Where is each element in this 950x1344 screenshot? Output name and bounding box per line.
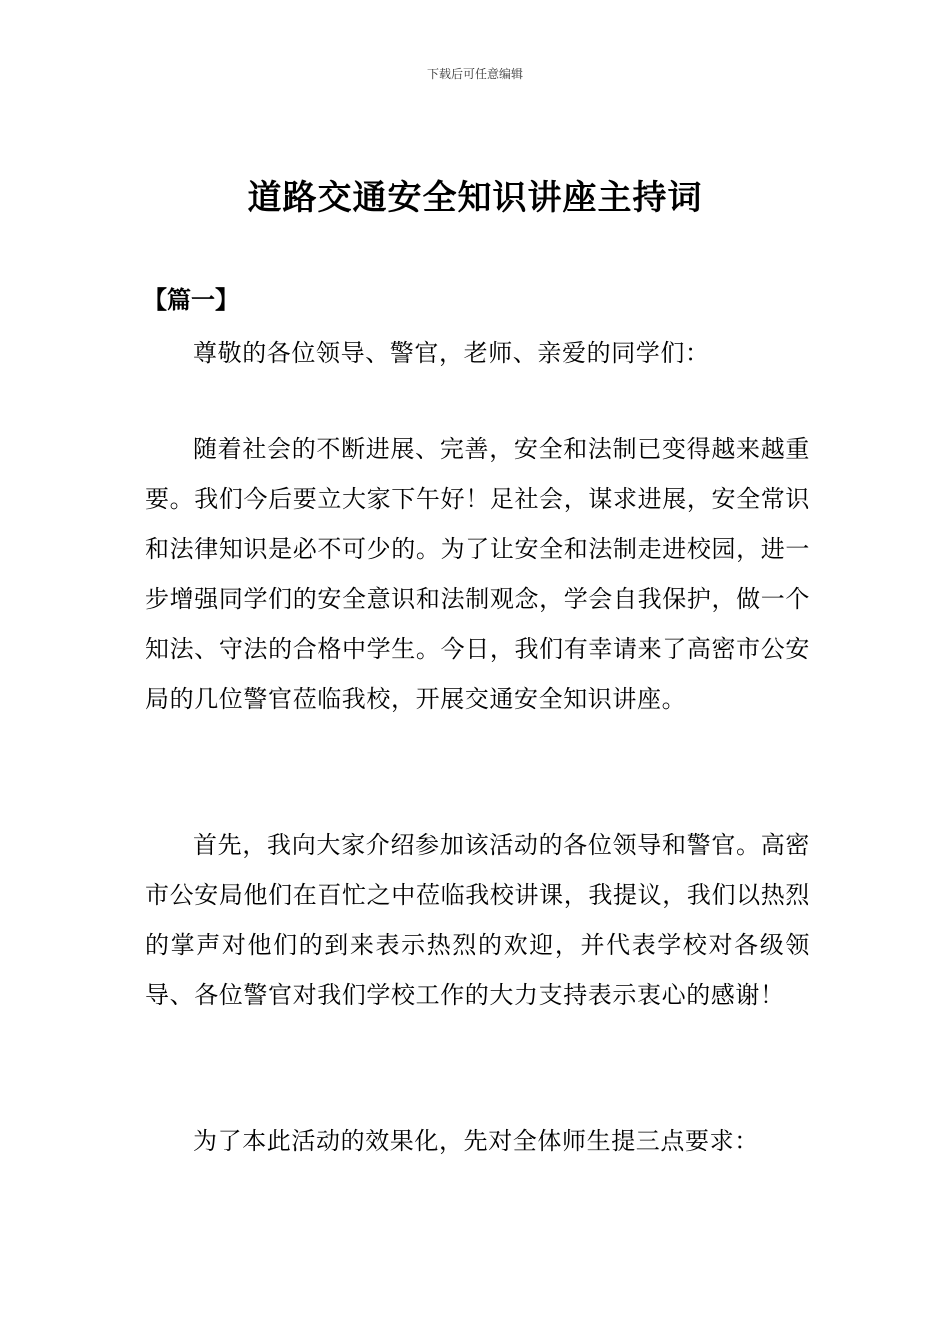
document-title: 道路交通安全知识讲座主持词 xyxy=(247,178,703,218)
body-paragraph-2: 首先，我向大家介绍参加该活动的各位领导和警官。高密市公安局他们在百忙之中莅临我校讲课，我提议，我们以热烈的掌声对他们的到来表示热烈的欢迎，并代表学校对各级领导、各位警官对我们学校工作的大力支持表示衷心的感谢！ xyxy=(145,831,810,1009)
greeting-paragraph: 尊敬的各位领导、警官，老师、亲爱的同学们： xyxy=(193,339,710,367)
page-header-note: 下载后可任意编辑 xyxy=(426,67,523,81)
body-paragraph-1: 随着社会的不断进展、完善，安全和法制已变得越来越重要。我们今后要立大家下午好！足社会，谋求进展，安全常识和法律知识是必不可少的。为了让安全和法制走进校园，进一步增强同学们的安全意识和法制观念，学会自我保护，做一个知法、守法的合格中学生。今日，我们有幸请来了高密市公安局的几位警官莅临我校，开展交通安全知识讲座。 xyxy=(145,435,810,713)
body-paragraph-3: 为了本此活动的效果化，先对全体师生提三点要求： xyxy=(193,1127,759,1155)
section-label: 【篇一】 xyxy=(143,286,239,314)
